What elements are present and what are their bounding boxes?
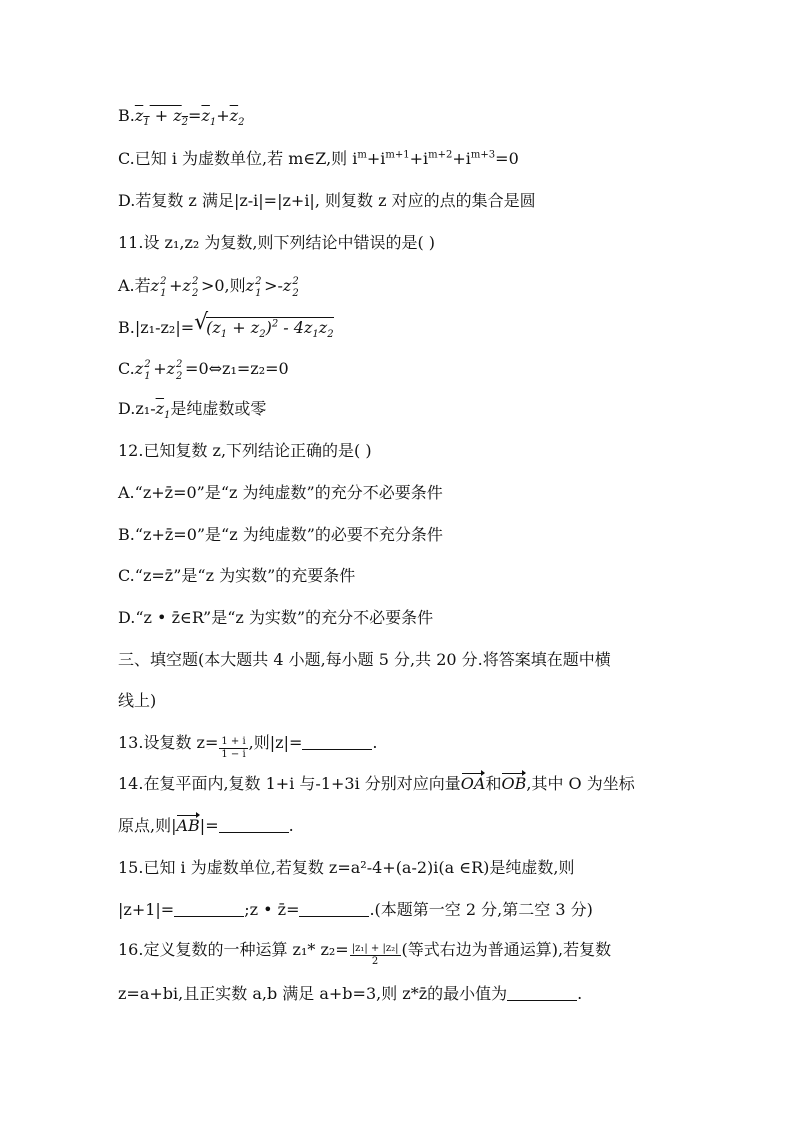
conj-z1: $\overline{z}_1$ [155, 399, 171, 422]
q14-text: 14.在复平面内,复数 1+i 与-1+3i 分别对应向量 [118, 774, 461, 793]
a11-mid: >0,则 [200, 276, 246, 295]
question-14-line1 [118, 774, 635, 794]
question-15-line1: 15.已知 i 为虚数单位,若复数 z=a²-4+(a-2)i(a ∈R)是纯虚数,则 [118, 858, 575, 877]
d11-pre: D.z₁- [118, 399, 156, 418]
z2-sq: z 2 2 [166, 359, 183, 382]
z1-squared-b: z 2 1 [245, 276, 262, 299]
q16-2a: z=a+bi,且正实数 a,b 满足 a+b=3,则 z*z̄的最小值为 [118, 984, 508, 1003]
q16-den: 2 [371, 956, 379, 967]
a11-pre: A.若 [118, 276, 151, 295]
conjugate-z2: $\overline{z}_2$ [229, 106, 245, 129]
option-10b: $B.z_1 + z_2=\overline{z}_1+\overline{z}_2$ [118, 106, 245, 129]
plus-3: +i [452, 149, 471, 168]
question-12: 12.已知复数 z,下列结论正确的是( ) [118, 441, 372, 460]
vector-ab: AB [176, 816, 200, 835]
option-10c [118, 149, 519, 169]
z1-sq: z 2 1 [134, 359, 151, 382]
answer-blank[interactable] [507, 986, 577, 1001]
a11-mid2: >- [264, 276, 283, 295]
vector-ob: OB [501, 774, 527, 793]
question-13: 13.设复数 z= $\frac{1 + i}{1 - i}$ ,则|z|= . [118, 733, 378, 760]
option-11a: A.若z 2 1 +z 2 2 >0,则z 2 1 >-z 2 2 [118, 275, 301, 296]
answer-blank-2[interactable] [299, 902, 369, 917]
option-11b [118, 310, 334, 341]
q15-2c: .(本题第一空 2 分,第二空 3 分) [369, 900, 593, 919]
section-3-heading: 三、填空题(本大题共 4 小题,每小题 5 分,共 20 分.将答案填在题中横 [118, 650, 611, 669]
answer-blank-1[interactable] [174, 902, 244, 917]
q15-2b: ;z • z̄= [244, 900, 300, 919]
exp-3: m+2 [428, 149, 453, 161]
d11-tail: 是纯虚数或零 [170, 399, 267, 418]
q13-post: ,则|z|= [248, 733, 303, 752]
option-12d: D.“z • z̄∈R”是“z 为实数”的充分不必要条件 [118, 608, 434, 627]
option-12c: C.“z=z̄”是“z 为实数”的充要条件 [118, 566, 356, 585]
plus-1: +i [366, 149, 386, 168]
question-16-line1 [118, 940, 611, 968]
answer-blank[interactable] [302, 735, 372, 750]
q16-num: |z₁| + |z₂| [351, 943, 399, 954]
plus-2: +i [409, 149, 429, 168]
q15-2a: |z+1|= [118, 900, 175, 919]
exp-1: m [357, 149, 367, 161]
q13-den: 1 − i [221, 749, 246, 760]
question-14-line2: 原点,则|AB|= . [118, 816, 294, 835]
q16-1a: 16.定义复数的一种运算 z₁* z₂= [118, 940, 349, 959]
q13-num: 1 + i [221, 736, 246, 747]
q16-2b: . [577, 984, 583, 1003]
q16-fraction [350, 943, 401, 968]
conjugate-sum: $z_1 + z_2$ [134, 106, 189, 129]
equals-zero: =0 [495, 149, 519, 168]
c11-pre: C. [118, 359, 135, 378]
sqrt-expression: √ $(z_1 + z_2)^2 - 4z_1z_2$ [194, 310, 334, 341]
exp-2: m+1 [385, 149, 410, 161]
z1-squared: z 2 1 [150, 276, 167, 299]
q14-2a: 原点,则| [118, 816, 177, 835]
q14-2b: |= [199, 816, 219, 835]
option-11c: C.z 2 1 +z 2 2 =0⇔z₁=z₂=0 [118, 359, 289, 382]
option-10d: D.若复数 z 满足|z-i|=|z+i|, 则复数 z 对应的点的集合是圆 [118, 191, 536, 210]
exp-4: m+3 [470, 149, 496, 161]
question-11: 11.设 z₁,z₂ 为复数,则下列结论中错误的是( ) [118, 233, 436, 252]
q13-pre: 13.设复数 z= [118, 733, 219, 752]
q14-text-b: ,其中 O 为坐标 [526, 774, 635, 793]
question-15-line2 [118, 900, 593, 920]
option-12b: B.“z+z̄=0”是“z 为纯虚数”的必要不充分条件 [118, 525, 443, 544]
z2-squared: z 2 2 [182, 276, 199, 299]
c10-text: C.已知 i 为虚数单位,若 m∈Z,则 i [118, 149, 358, 168]
option-12a: A.“z+z̄=0”是“z 为纯虚数”的充分不必要条件 [118, 483, 443, 502]
option-label: B. [118, 106, 135, 125]
conjugate-z1: $\overline{z}_1$ [201, 106, 217, 129]
b11-pre: B.|z₁-z₂|= [118, 318, 195, 337]
c11-tail: =0⇔z₁=z₂=0 [185, 359, 289, 378]
z2-squared-b: z 2 2 [282, 276, 299, 299]
q13-fraction [219, 736, 247, 761]
vector-oa: OA [460, 774, 486, 793]
answer-blank[interactable] [219, 818, 289, 833]
q16-1b: (等式右边为普通运算),若复数 [401, 940, 612, 959]
option-11d [118, 399, 267, 422]
question-16-line2 [118, 984, 582, 1004]
equals: = [188, 106, 202, 125]
q14-and: 和 [485, 774, 502, 793]
section-3-heading-cont: 线上) [118, 691, 157, 710]
